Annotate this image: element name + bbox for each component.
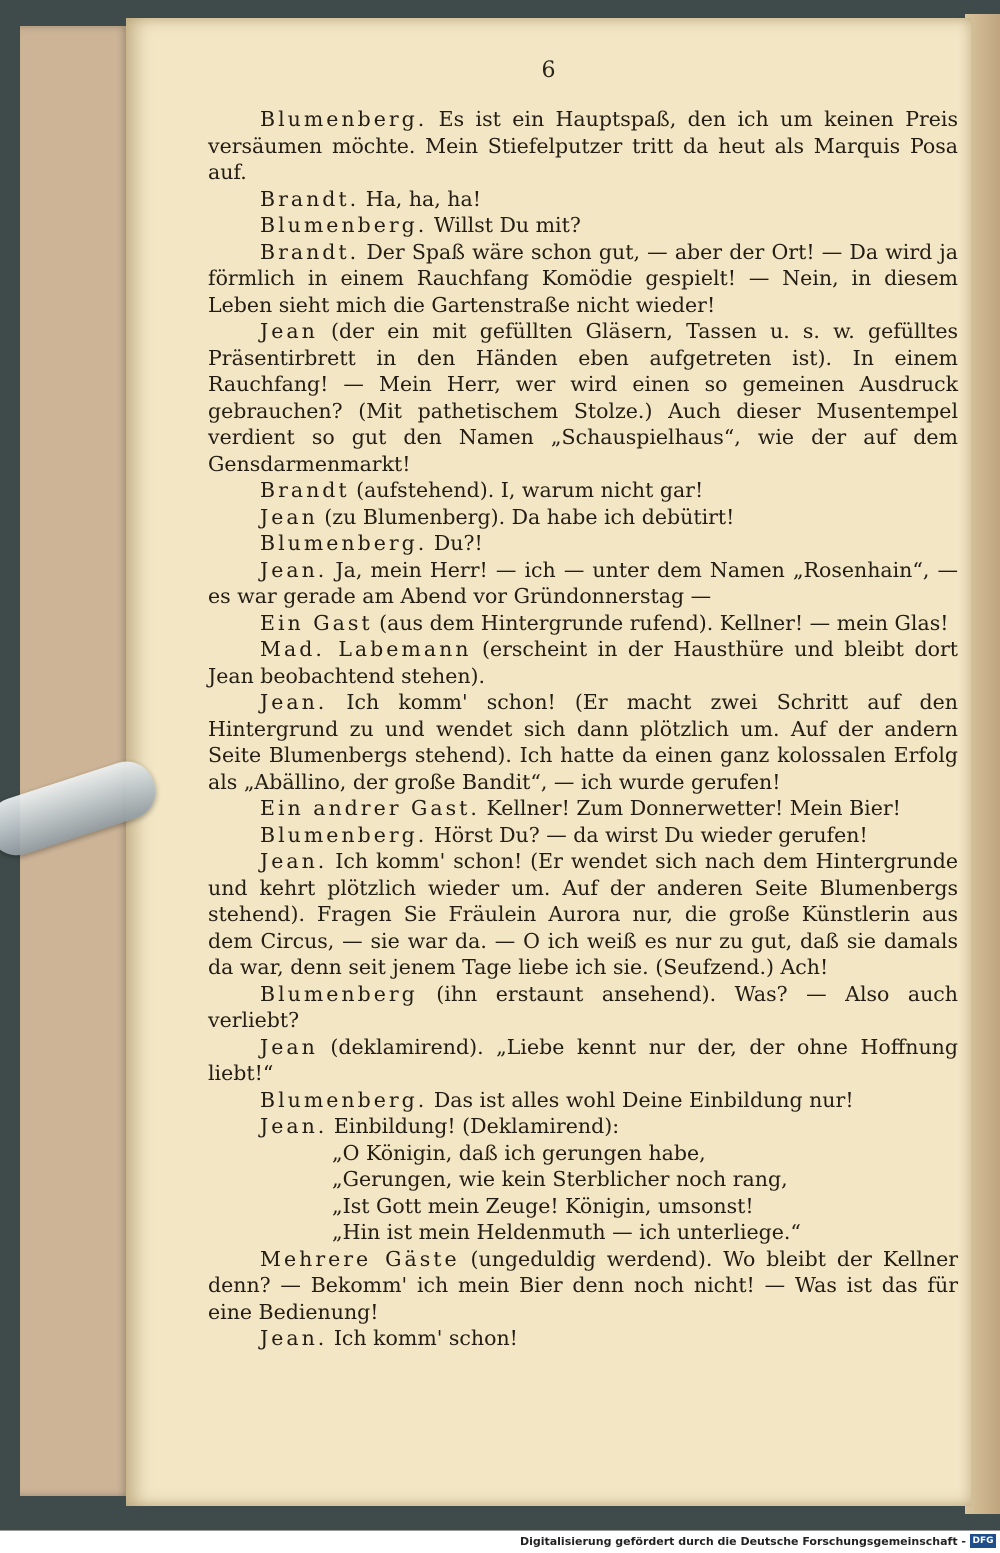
speaker-name: Jean. xyxy=(260,557,328,582)
paragraph xyxy=(208,848,958,981)
page-number: 6 xyxy=(541,58,556,83)
dialogue-text: (ihn erstaunt ansehend). Was? — Also auch verliebt? xyxy=(208,981,958,1032)
dialogue-text: Willst Du mit? xyxy=(427,213,581,237)
speaker-name: Jean xyxy=(260,504,318,529)
speaker-name: Brandt xyxy=(260,478,350,502)
paragraph xyxy=(208,557,958,610)
paragraph xyxy=(208,981,958,1034)
paragraph xyxy=(208,795,958,822)
paragraph xyxy=(208,1246,958,1326)
speaker-name: Jean xyxy=(260,319,318,343)
paragraph xyxy=(208,212,958,239)
verse-line: „O Königin, daß ich gerungen habe, xyxy=(332,1140,706,1165)
dialogue-text: (der ein mit gefüllten Gläsern, Tassen u. s. w. gefülltes Präsentirbrett in den Händen eben aufgetreten ist). In einem Rauchfang! — Mein Herr, wer wird einen so gemeinen Ausdruck gebrauchen? (Mit pathetischem Stolze.) Auch dieser Musentempel verdient so gut den Namen „Schauspielhaus“, wie der auf dem Gensdarmenmarkt! xyxy=(208,319,958,476)
paragraph xyxy=(208,318,958,477)
dialogue-text: Ha, ha, ha! xyxy=(359,186,481,211)
paragraph xyxy=(208,530,958,557)
paragraph xyxy=(208,689,958,795)
paragraph xyxy=(208,477,958,504)
speaker-name: Blumenberg. xyxy=(260,107,428,131)
paragraph xyxy=(208,1034,958,1087)
verse-line: „Gerungen, wie kein Sterblicher noch rang, xyxy=(332,1167,788,1191)
paragraph xyxy=(208,186,958,213)
dialogue-text: (erscheint in der Hausthüre und bleibt dort Jean beobachtend stehen). xyxy=(208,637,958,688)
paragraph xyxy=(208,239,958,319)
footer-bar xyxy=(0,1530,1000,1553)
speaker-name: Ein andrer Gast. xyxy=(260,796,480,820)
speaker-name: Blumenberg. xyxy=(260,531,428,555)
book-page xyxy=(126,18,971,1506)
paragraph xyxy=(208,504,958,531)
paragraph xyxy=(208,636,958,689)
page-text xyxy=(208,106,958,1352)
verse-line: „Ist Gott mein Zeuge! Königin, umsonst! xyxy=(332,1193,754,1218)
paragraph xyxy=(208,822,958,849)
paragraph xyxy=(208,106,958,186)
dfg-logo: DFG xyxy=(970,1534,996,1548)
speaker-name: Blumenberg xyxy=(260,981,418,1006)
speaker-name: Blumenberg. xyxy=(260,822,428,847)
paragraph xyxy=(208,1087,958,1114)
dialogue-text: Das ist alles wohl Deine Einbildung nur! xyxy=(427,1087,854,1112)
speaker-name: Blumenberg. xyxy=(260,213,428,237)
dialogue-text: Ich komm' schon! (Er wendet sich nach dem Hintergrunde und kehrt plötzlich wieder um. Auf der anderen Seite Blumenbergs stehend). Fragen Sie Fräulein Aurora nur, die große Künstlerin aus dem Circus, — sie war da. — O ich weiß es nur zu gut, daß sie damals da war, denn seit jenem Tage liebe ich sie. (Seufzend.) Ach! xyxy=(208,849,958,979)
dialogue-text: Kellner! Zum Donnerwetter! Mein Bier! xyxy=(479,796,901,820)
speaker-name: Brandt. xyxy=(260,186,360,211)
dialogue-text: (ungeduldig werdend). Wo bleibt der Kellner denn? — Bekomm' ich mein Bier denn noch nicht! — Was ist das für eine Bedienung! xyxy=(208,1246,958,1324)
paragraph xyxy=(208,610,958,637)
dialogue-text: (aus dem Hintergrunde rufend). Kellner! — mein Glas! xyxy=(372,610,949,635)
dialogue-text: (aufstehend). I, warum nicht gar! xyxy=(349,478,704,502)
speaker-name: Jean. xyxy=(260,1326,328,1350)
dialogue-text: Du?! xyxy=(427,531,483,555)
speaker-name: Blumenberg. xyxy=(260,1087,428,1112)
dialogue-text: Ich komm' schon! (Er macht zwei Schritt auf den Hintergrund zu und wendet sich dann plötzlich um. Auf der andern Seite Blumenbergs stehend). Ich hatte da einen ganz kolossalen Erfolg als „Abällino, der große Bandit“, — ich wurde gerufen! xyxy=(208,690,958,794)
book-cover-left xyxy=(20,26,130,1496)
dialogue-text: Ich komm' schon! xyxy=(327,1326,518,1350)
speaker-name: Jean. xyxy=(260,690,328,714)
speaker-name: Jean. xyxy=(260,849,328,873)
dialogue-text: Ja, mein Herr! — ich — unter dem Namen „Rosenhain“, — es war gerade am Abend vor Gründonnerstag — xyxy=(208,557,958,608)
dialogue-text: Es ist ein Hauptspaß, den ich um keinen Preis versäumen möchte. Mein Stiefelputzer tritt da heut als Marquis Posa auf. xyxy=(208,107,958,184)
speaker-name: Brandt. xyxy=(260,239,360,264)
speaker-name: Mad. Labemann xyxy=(260,637,472,661)
funding-credit: Digitalisierung gefördert durch die Deutsche Forschungsgemeinschaft - xyxy=(519,1535,966,1548)
speaker-name: Jean. xyxy=(260,1114,328,1138)
paragraph xyxy=(208,1113,958,1140)
paragraph xyxy=(208,1325,958,1352)
dialogue-text: (deklamirend). „Liebe kennt nur der, der ohne Hoffnung liebt!“ xyxy=(208,1034,958,1085)
speaker-name: Jean xyxy=(260,1034,318,1059)
verse-line: „Hin ist mein Heldenmuth — ich unterliege.“ xyxy=(332,1220,801,1244)
dialogue-text: (zu Blumenberg). Da habe ich debütirt! xyxy=(317,504,735,529)
speaker-name: Mehrere Gäste xyxy=(260,1246,460,1271)
dialogue-text: Einbildung! (Deklamirend): xyxy=(327,1114,620,1138)
dialogue-text: Hörst Du? — da wirst Du wieder gerufen! xyxy=(427,822,868,847)
speaker-name: Ein Gast xyxy=(260,610,373,635)
dialogue-text: Der Spaß wäre schon gut, — aber der Ort! — Da wird ja förmlich in einem Rauchfang Komödie gespielt! — Nein, in diesem Leben sieht mich die Gartenstraße nicht wieder! xyxy=(208,239,958,317)
